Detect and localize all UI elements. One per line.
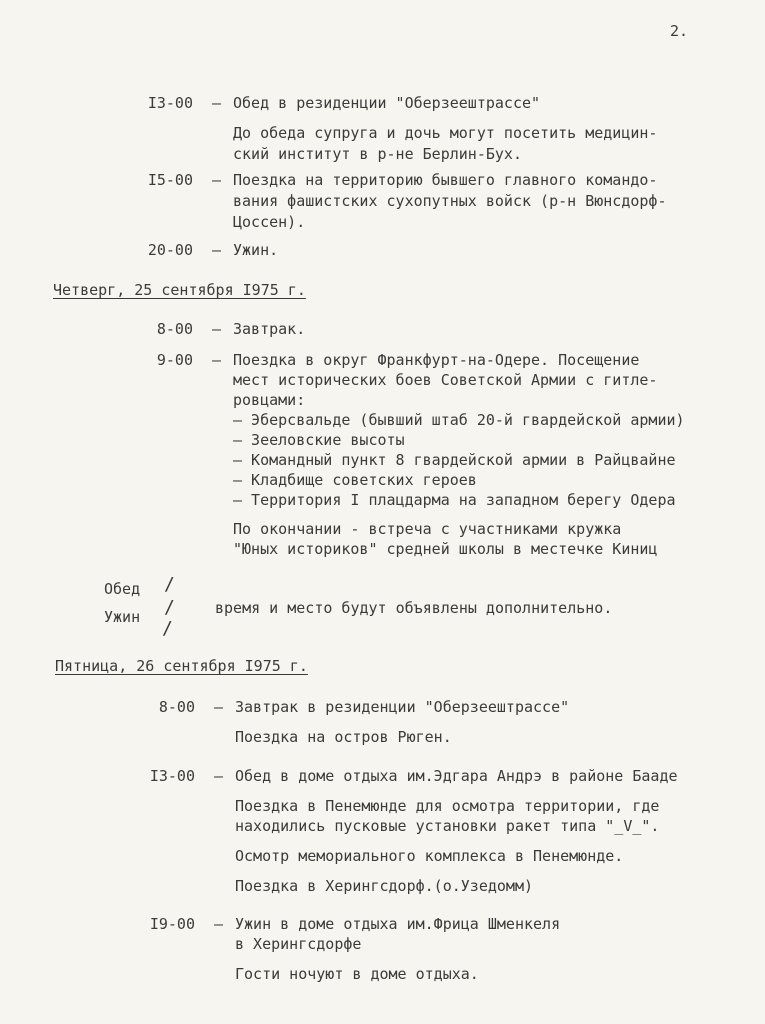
dash: – xyxy=(214,698,224,716)
dash: – xyxy=(212,351,222,369)
list-item: – Зееловские высоты xyxy=(233,431,405,449)
list-item: – Территория I плацдарма на западном берегу Одера xyxy=(233,491,676,509)
meal-label-dinner: Ужин xyxy=(104,608,141,626)
dash: – xyxy=(212,94,222,112)
entry-note: До обеда супруга и дочь могут посетить медицин- xyxy=(233,124,658,142)
page-number: 2. xyxy=(670,22,689,40)
time-0800-thu: 8-00 xyxy=(156,320,193,338)
list-item: – Эберсвальде (бывший штаб 20-й гвардейской армии) xyxy=(233,411,685,429)
time-1500-wed: I5-00 xyxy=(147,171,193,189)
entry-note: Поездка в Пенемюнде для осмотра территории, где xyxy=(235,797,660,815)
entry-note: ский институт в р-не Берлин-Бух. xyxy=(233,145,522,163)
entry-text: Поездка в округ Франкфурт-на-Одере. Посещение xyxy=(233,351,640,369)
entry-text: мест исторических боев Советской Армии с гитле- xyxy=(233,371,658,389)
entry-note: Поездка на остров Рюген. xyxy=(235,728,452,746)
day-heading-thursday: Четверг, 25 сентября I975 г. xyxy=(53,281,306,299)
entry-text: Обед в доме отдыха им.Эдгара Андрэ в районе Бааде xyxy=(235,767,678,785)
entry-text: Цоссен). xyxy=(233,213,306,231)
entry-note: По окончании - встреча с участниками кружка xyxy=(233,520,622,538)
time-0800-fri: 8-00 xyxy=(158,698,195,716)
time-0900-thu: 9-00 xyxy=(156,351,193,369)
dash: – xyxy=(212,320,222,338)
entry-note: находились пусковые установки ракет типа "_V_". xyxy=(235,817,660,835)
entry-text: в Херингсдорфе xyxy=(235,935,362,953)
time-1900-fri: I9-00 xyxy=(149,915,195,933)
dash: – xyxy=(212,241,222,259)
slash-mark: / xyxy=(164,597,175,618)
entry-text: Завтрак в резиденции "Оберзеештрассе" xyxy=(235,698,570,716)
slash-mark: / xyxy=(164,574,175,595)
time-1300-wed: I3-00 xyxy=(147,94,193,112)
slash-mark: / xyxy=(162,618,173,639)
entry-text: ровцами: xyxy=(233,391,306,409)
entry-note: Гости ночуют в доме отдыха. xyxy=(235,965,479,983)
dash: – xyxy=(212,171,222,189)
entry-text: Ужин в доме отдыха им.Фрица Шменкеля xyxy=(235,915,561,933)
meal-label-lunch: Обед xyxy=(104,580,141,598)
entry-note: Осмотр мемориального комплекса в Пенемюнде. xyxy=(235,847,624,865)
entry-text: Поездка на территорию бывшего главного командо- xyxy=(233,171,658,189)
entry-text: вания фашистских сухопутных войск (р-н Вюнсдорф- xyxy=(233,192,667,210)
entry-text: Обед в резиденции "Оберзеештрассе" xyxy=(233,94,541,112)
time-1300-fri: I3-00 xyxy=(149,767,195,785)
entry-note: Поездка в Херингсдорф.(о.Узедомм) xyxy=(235,877,534,895)
day-heading-friday: Пятница, 26 сентября I975 г. xyxy=(55,657,308,675)
entry-note: "Юных историков" средней школы в местечке Киниц xyxy=(233,540,658,558)
time-2000-wed: 20-00 xyxy=(147,241,193,259)
entry-text: Завтрак. xyxy=(233,320,306,338)
entry-text: Ужин. xyxy=(233,241,279,259)
list-item: – Командный пункт 8 гвардейской армии в Райцвайне xyxy=(233,451,676,469)
dash: – xyxy=(214,767,224,785)
list-item: – Кладбище советских героев xyxy=(233,471,477,489)
dash: – xyxy=(214,915,224,933)
meal-note: время и место будут объявлены дополнительно. xyxy=(215,599,613,617)
